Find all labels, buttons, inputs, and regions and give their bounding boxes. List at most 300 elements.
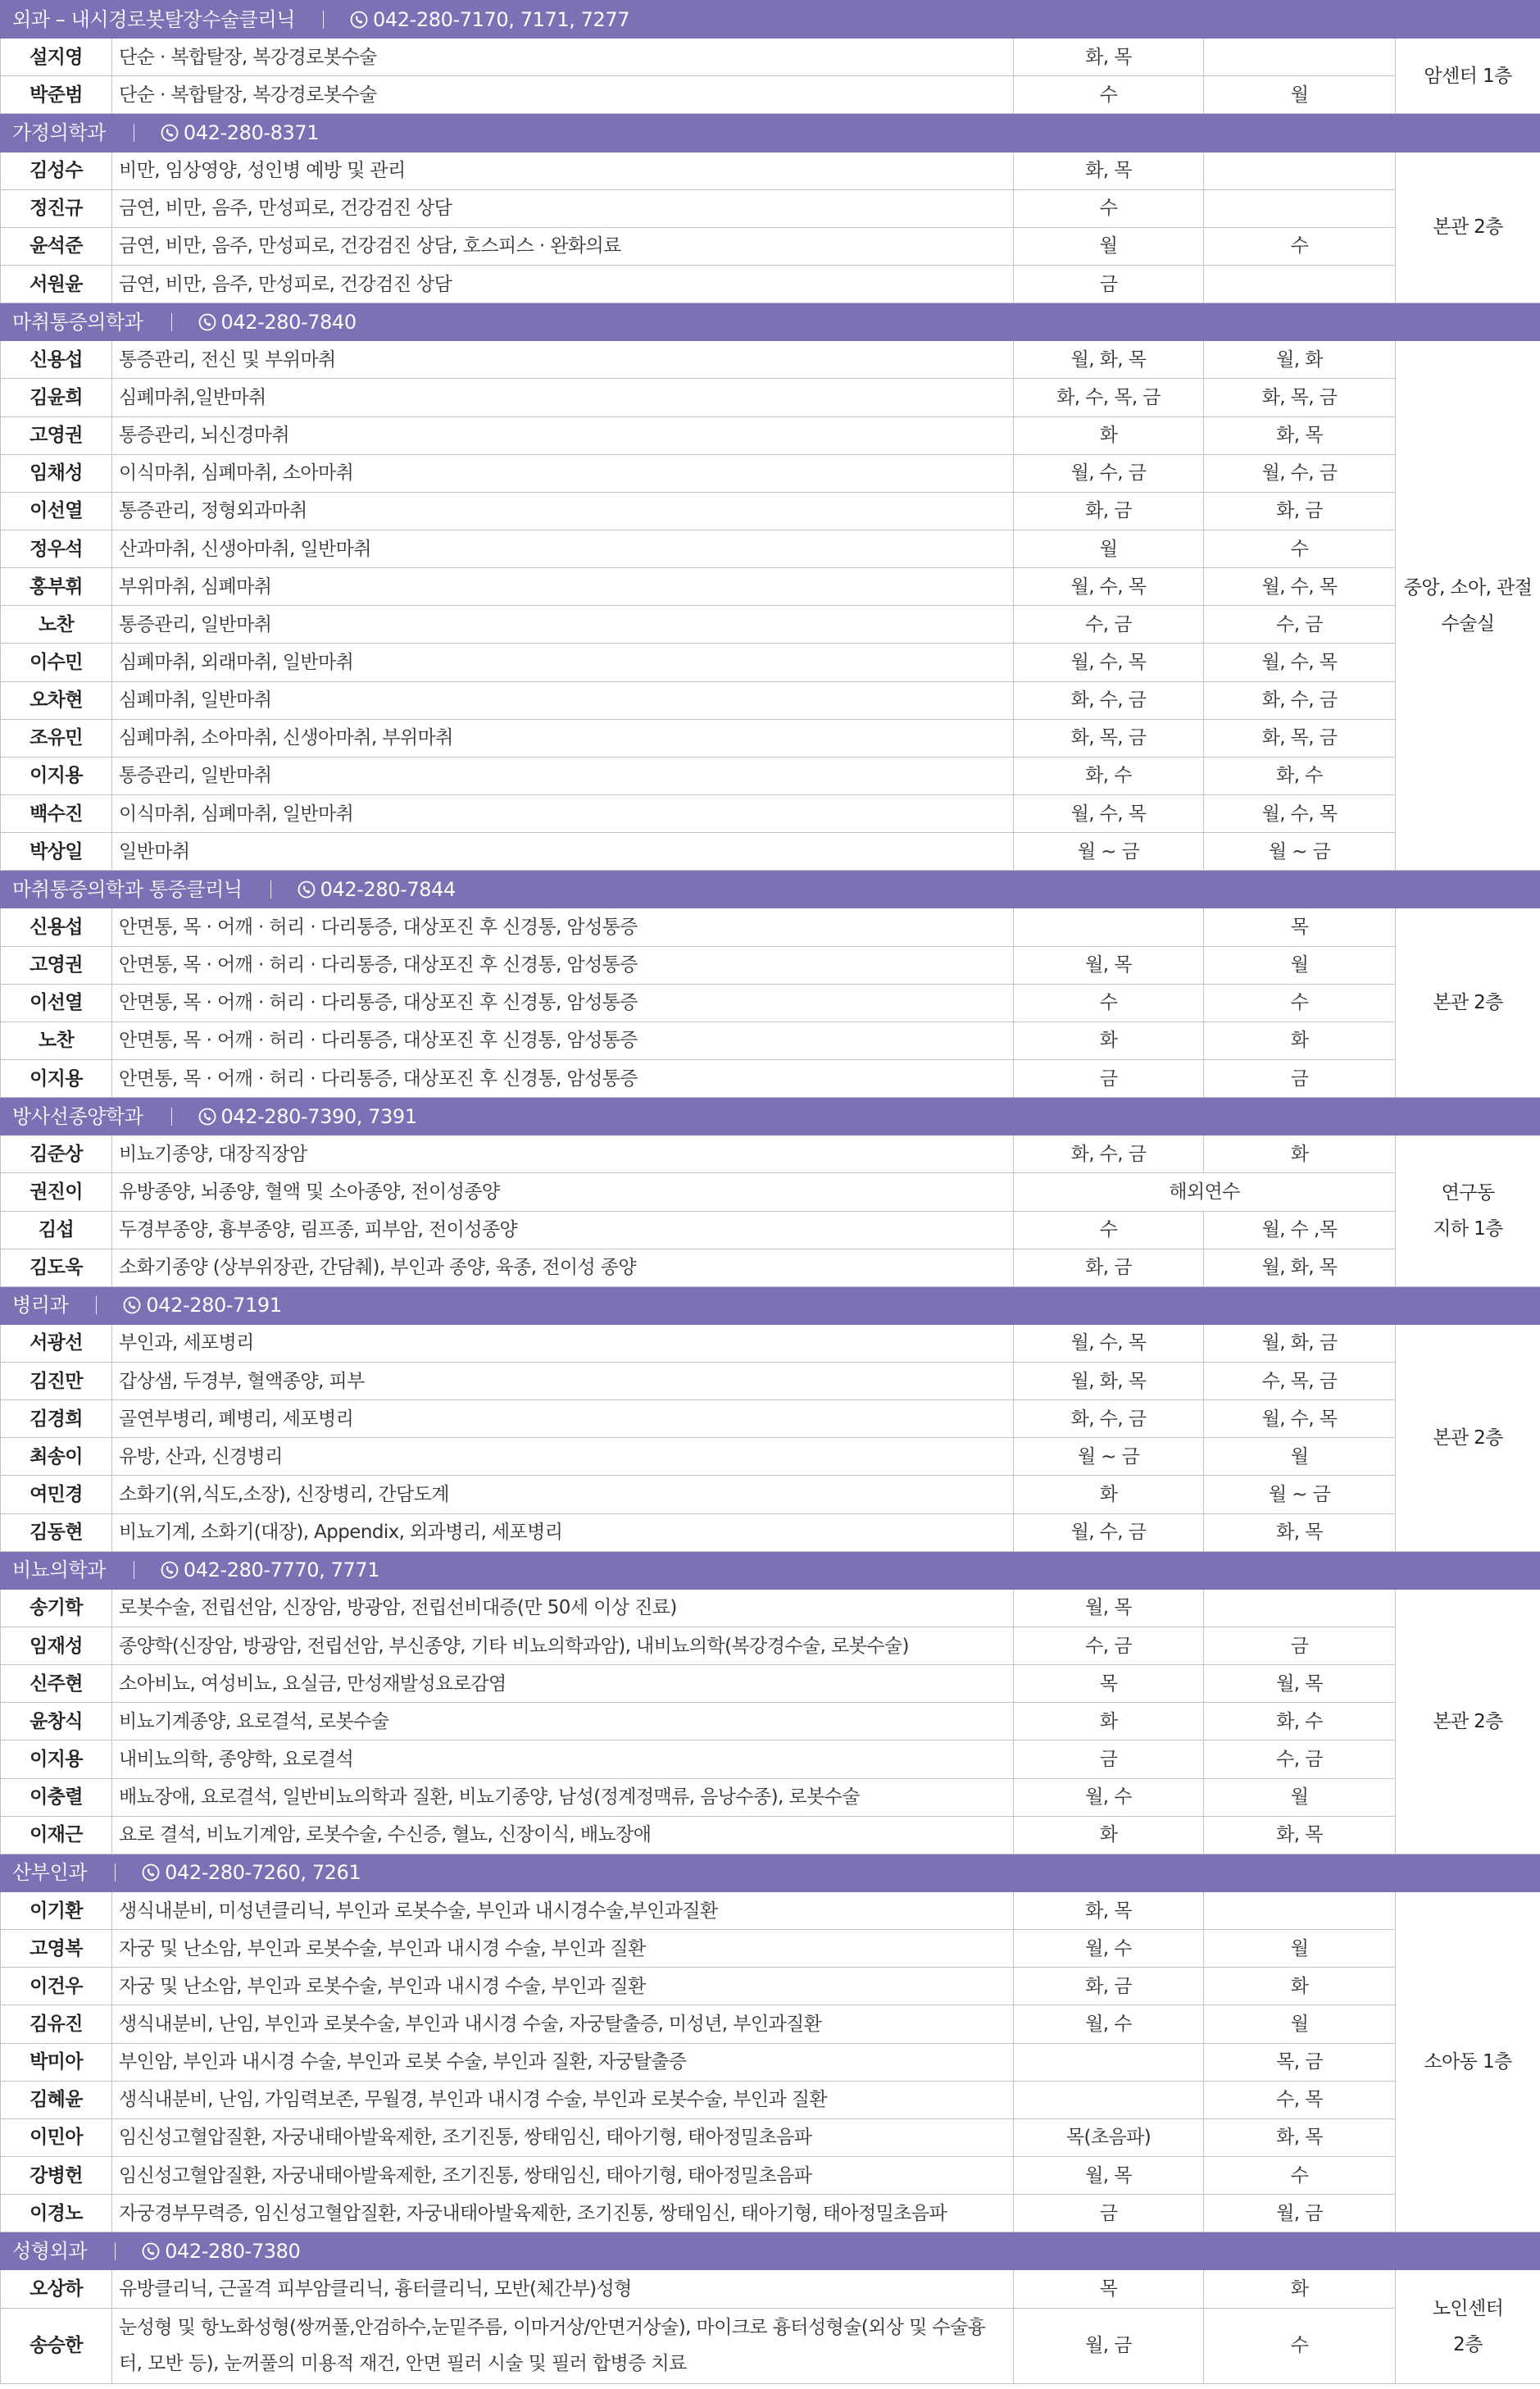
doctor-row (1, 2043, 1540, 2081)
specialty-text: 골연부병리, 폐병리, 세포병리 (119, 1408, 354, 1430)
section-header-row (1, 871, 1540, 908)
specialty-text: 두경부종양, 흉부종양, 림프종, 피부암, 전이성종양 (119, 1219, 518, 1241)
doctor-name: 백수진 (1, 794, 112, 832)
clinic-days-2: 화, 목, 금 (1204, 379, 1396, 416)
doctor-row (1, 1438, 1540, 1476)
doctor-specialty (112, 1363, 1014, 1400)
doctor-row (1, 606, 1540, 644)
clinic-days-1: 화 (1014, 416, 1204, 454)
specialty-text: 생식내분비, 난임, 부인과 로봇수술, 부인과 내시경 수술, 자궁탈출증, 미성년, 부인과질환 (119, 2014, 822, 2036)
doctor-row (1, 1892, 1540, 1930)
doctor-specialty (112, 1324, 1014, 1362)
header-divider (115, 1863, 116, 1882)
specialty-text: 단순 · 복합탈장, 복강경로봇수술 (119, 46, 377, 68)
doctor-row (1, 2308, 1540, 2383)
doctor-specialty (112, 757, 1014, 794)
doctor-specialty (112, 794, 1014, 832)
specialty-text: 소아비뇨, 여성비뇨, 요실금, 만성재발성요로감염 (119, 1672, 507, 1695)
clinic-days-1: 월 (1014, 227, 1204, 265)
phone-icon (350, 11, 368, 29)
doctor-specialty (112, 1665, 1014, 1703)
section-header (1, 1854, 1540, 1891)
phone-icon (198, 1108, 216, 1126)
doctor-specialty (112, 1741, 1014, 1778)
section-header-row (1, 1098, 1540, 1135)
doctor-specialty (112, 1930, 1014, 1968)
section-header-row (1, 2232, 1540, 2270)
specialty-text: 심폐마취, 외래마취, 일반마취 (119, 651, 354, 673)
doctor-name: 서광선 (1, 1324, 112, 1362)
doctor-specialty (112, 189, 1014, 227)
clinic-days-1: 화, 목, 금 (1014, 719, 1204, 757)
clinic-days-2: 월 (1204, 1438, 1396, 1476)
doctor-name: 오차현 (1, 681, 112, 719)
doctor-row (1, 1400, 1540, 1438)
doctor-name: 이선열 (1, 492, 112, 530)
doctor-row (1, 2081, 1540, 2118)
doctor-specialty (112, 2308, 1014, 2383)
clinic-days-2: 화, 목 (1204, 1513, 1396, 1551)
doctor-name: 김유진 (1, 2005, 112, 2043)
clinic-days-2: 수 (1204, 984, 1396, 1022)
clinic-days-2: 월, 수, 목 (1204, 794, 1396, 832)
section-header-row (1, 1551, 1540, 1589)
clinic-days-1: 금 (1014, 1741, 1204, 1778)
clinic-days-1: 월, 수, 목 (1014, 1324, 1204, 1362)
doctor-specialty (112, 1476, 1014, 1513)
doctor-row (1, 1930, 1540, 1968)
clinic-days-1: 월, 금 (1014, 2308, 1204, 2383)
doctor-row (1, 416, 1540, 454)
phone-number: 042-280-7260, 7261 (165, 1861, 361, 1885)
doctor-name: 이민아 (1, 2118, 112, 2156)
specialty-text: 부위마취, 심폐마취 (119, 576, 272, 598)
specialty-text: 산과마취, 신생아마취, 일반마취 (119, 538, 371, 560)
doctor-row (1, 152, 1540, 189)
section-header (1, 303, 1540, 341)
doctor-name: 최송이 (1, 1438, 112, 1476)
clinic-days-merged: 해외연수 (1014, 1173, 1396, 1211)
section-header-content (12, 2233, 1540, 2269)
specialty-text: 안면통, 목 · 어깨 · 허리 · 다리통증, 대상포진 후 신경통, 암성통증 (119, 916, 638, 938)
doctor-name: 고영권 (1, 416, 112, 454)
specialty-text: 통증관리, 일반마취 (119, 613, 272, 635)
doctor-specialty (112, 2195, 1014, 2232)
phone-number: 042-280-7390, 7391 (220, 1104, 417, 1128)
specialty-text: 심폐마취, 소아마취, 신생아마취, 부위마취 (119, 727, 453, 749)
location-cell: 본관 2층 (1396, 1324, 1540, 1551)
specialty-text: 안면통, 목 · 어깨 · 허리 · 다리통증, 대상포진 후 신경통, 암성통증 (119, 1067, 638, 1090)
clinic-days-2: 월 ~ 금 (1204, 833, 1396, 871)
specialty-text: 금연, 비만, 음주, 만성피로, 건강검진 상담, 호스피스 · 완화의료 (119, 235, 621, 257)
specialty-text: 배뇨장애, 요로결석, 일반비뇨의학과 질환, 비뇨기종양, 남성(정계정맥류, 음낭수종), 로봇수술 (119, 1786, 860, 1809)
department-title: 외과 – 내시경로봇탈장수술클리닉 (12, 7, 296, 31)
doctor-row (1, 568, 1540, 606)
doctor-row (1, 1135, 1540, 1173)
clinic-days-1: 화, 수, 금 (1014, 681, 1204, 719)
specialty-text: 유방, 산과, 신경병리 (119, 1445, 283, 1468)
doctor-name: 김경희 (1, 1400, 112, 1438)
clinic-days-1: 월, 수 (1014, 2005, 1204, 2043)
phone-icon (198, 313, 216, 331)
specialty-text: 갑상샘, 두경부, 혈액종양, 피부 (119, 1370, 365, 1392)
clinic-days-1: 수 (1014, 984, 1204, 1022)
doctor-specialty (112, 833, 1014, 871)
doctor-row (1, 1476, 1540, 1513)
specialty-text: 일반마취 (119, 840, 190, 862)
specialty-text: 심폐마취, 일반마취 (119, 689, 272, 712)
specialty-text: 비만, 임상영양, 성인병 예방 및 관리 (119, 160, 406, 182)
doctor-name: 박상일 (1, 833, 112, 871)
clinic-days-1: 수, 금 (1014, 1627, 1204, 1665)
doctor-specialty (112, 1589, 1014, 1627)
doctor-row (1, 1173, 1540, 1211)
doctor-specialty (112, 1135, 1014, 1173)
clinic-days-1: 화, 수 (1014, 757, 1204, 794)
specialty-text: 생식내분비, 미성년클리닉, 부인과 로봇수술, 부인과 내시경수술,부인과질환 (119, 1900, 718, 1922)
section-header (1, 1, 1540, 39)
doctor-name: 강병헌 (1, 2157, 112, 2195)
specialty-text: 소화기종양 (상부위장관, 간담췌), 부인과 종양, 육종, 전이성 종양 (119, 1257, 637, 1279)
doctor-name: 김동현 (1, 1513, 112, 1551)
doctor-row (1, 227, 1540, 265)
doctor-name: 이지용 (1, 757, 112, 794)
doctor-row (1, 1059, 1540, 1097)
section-header-content (12, 304, 1540, 340)
doctor-specialty (112, 1059, 1014, 1097)
section-header (1, 871, 1540, 908)
doctor-name: 고영복 (1, 1930, 112, 1968)
clinic-days-1: 월, 수, 목 (1014, 568, 1204, 606)
doctor-name: 홍부휘 (1, 568, 112, 606)
clinic-days-1: 화, 금 (1014, 1249, 1204, 1286)
doctor-row (1, 1022, 1540, 1059)
section-header-row (1, 1854, 1540, 1891)
clinic-days-2: 화, 금 (1204, 492, 1396, 530)
clinic-days-1: 월, 화, 목 (1014, 341, 1204, 379)
doctor-specialty (112, 39, 1014, 76)
phone-icon (142, 1863, 160, 1882)
clinic-days-2: 월, 금 (1204, 2195, 1396, 2232)
doctor-row (1, 1589, 1540, 1627)
doctor-name: 노찬 (1, 1022, 112, 1059)
specialty-text: 임신성고혈압질환, 자궁내태아발육제한, 조기진통, 쌍태임신, 태아기형, 태아정밀초음파 (119, 2164, 812, 2187)
doctor-row (1, 794, 1540, 832)
clinic-days-1: 수, 금 (1014, 606, 1204, 644)
doctor-specialty (112, 1627, 1014, 1665)
doctor-name: 윤창식 (1, 1703, 112, 1741)
doctor-name: 박미아 (1, 2043, 112, 2081)
doctor-specialty (112, 454, 1014, 492)
doctor-specialty (112, 76, 1014, 114)
clinic-days-1: 화, 목 (1014, 39, 1204, 76)
specialty-text: 유방종양, 뇌종양, 혈액 및 소아종양, 전이성종양 (119, 1181, 500, 1203)
doctor-specialty (112, 2005, 1014, 2043)
clinic-days-2 (1204, 152, 1396, 189)
clinic-days-1: 월, 수, 금 (1014, 454, 1204, 492)
doctor-specialty (112, 1513, 1014, 1551)
location-cell: 노인센터 2층 (1396, 2270, 1540, 2383)
header-divider (323, 11, 324, 29)
phone-number: 042-280-7170, 7171, 7277 (373, 7, 630, 31)
phone-icon (161, 1561, 179, 1579)
doctor-row (1, 379, 1540, 416)
location-cell: 중앙, 소아, 관절 수술실 (1396, 341, 1540, 871)
clinic-days-1: 화 (1014, 1476, 1204, 1513)
doctor-name: 이재근 (1, 1816, 112, 1854)
location-cell: 본관 2층 (1396, 152, 1540, 303)
specialty-text: 심폐마취,일반마취 (119, 386, 266, 408)
clinic-days-1: 월, 목 (1014, 946, 1204, 984)
doctor-row (1, 984, 1540, 1022)
clinic-days-2: 화, 수 (1204, 1703, 1396, 1741)
specialty-text: 비뇨기계, 소화기(대장), Appendix, 외과병리, 세포병리 (119, 1522, 563, 1544)
doctor-name: 이지용 (1, 1059, 112, 1097)
doctor-row (1, 1816, 1540, 1854)
phone-number: 042-280-7840 (220, 310, 357, 334)
clinic-days-1: 월 ~ 금 (1014, 1438, 1204, 1476)
clinic-days-2: 월 (1204, 946, 1396, 984)
specialty-text: 단순 · 복합탈장, 복강경로봇수술 (119, 84, 377, 106)
header-divider (270, 881, 271, 899)
clinic-days-1: 월, 화, 목 (1014, 1363, 1204, 1400)
doctor-name: 이선열 (1, 984, 112, 1022)
header-divider (171, 313, 172, 331)
doctor-specialty (112, 719, 1014, 757)
location-cell: 소아동 1층 (1396, 1892, 1540, 2232)
specialty-text: 통증관리, 일반마취 (119, 765, 272, 787)
specialty-text: 내비뇨의학, 종양학, 요로결석 (119, 1749, 354, 1771)
clinic-days-1: 수 (1014, 1211, 1204, 1249)
clinic-days-2: 월, 화 (1204, 341, 1396, 379)
doctor-specialty (112, 265, 1014, 303)
doctor-name: 김혜윤 (1, 2081, 112, 2118)
clinic-days-1: 월, 수, 목 (1014, 644, 1204, 681)
clinic-days-1: 화 (1014, 1816, 1204, 1854)
clinic-days-1: 화, 목 (1014, 1892, 1204, 1930)
doctor-name: 김도욱 (1, 1249, 112, 1286)
doctor-name: 김성수 (1, 152, 112, 189)
doctor-specialty (112, 984, 1014, 1022)
clinic-days-2: 월, 수, 금 (1204, 454, 1396, 492)
phone-number: 042-280-7844 (320, 877, 456, 901)
specialty-text: 안면통, 목 · 어깨 · 허리 · 다리통증, 대상포진 후 신경통, 암성통증 (119, 954, 638, 976)
doctor-row (1, 1665, 1540, 1703)
clinic-days-2: 수 (1204, 530, 1396, 567)
clinic-days-1: 화, 목 (1014, 152, 1204, 189)
phone-icon (123, 1296, 141, 1314)
section-header (1, 1286, 1540, 1324)
doctor-specialty (112, 1968, 1014, 2005)
specialty-text: 임신성고혈압질환, 자궁내태아발육제한, 조기진통, 쌍태임신, 태아기형, 태아정밀초음파 (119, 2127, 812, 2149)
clinic-days-1: 화 (1014, 1703, 1204, 1741)
specialty-text: 생식내분비, 난임, 가임력보존, 무월경, 부인과 내시경 수술, 부인과 로봇수술, 부인과 질환 (119, 2089, 828, 2111)
header-divider (171, 1108, 172, 1126)
doctor-name: 송승한 (1, 2308, 112, 2383)
department-title: 비뇨의학과 (12, 1559, 106, 1582)
doctor-specialty (112, 606, 1014, 644)
doctor-name: 고영권 (1, 946, 112, 984)
schedule-body (1, 1, 1540, 2384)
doctor-name: 박준범 (1, 76, 112, 114)
clinic-days-1: 화, 수, 목, 금 (1014, 379, 1204, 416)
clinic-days-2: 수, 금 (1204, 1741, 1396, 1778)
doctor-row (1, 1741, 1540, 1778)
section-header-row (1, 303, 1540, 341)
doctor-specialty (112, 568, 1014, 606)
doctor-row (1, 530, 1540, 567)
clinic-days-2: 수, 금 (1204, 606, 1396, 644)
doctor-name: 권진이 (1, 1173, 112, 1211)
specialty-text: 자궁 및 난소암, 부인과 로봇수술, 부인과 내시경 수술, 부인과 질환 (119, 1937, 646, 1959)
clinic-days-2 (1204, 189, 1396, 227)
specialty-text: 종양학(신장암, 방광암, 전립선암, 부신종양, 기타 비뇨의학과암), 내비뇨의학(복강경수술, 로봇수술) (119, 1635, 909, 1657)
doctor-name: 이건우 (1, 1968, 112, 2005)
specialty-text: 부인암, 부인과 내시경 수술, 부인과 로봇 수술, 부인과 질환, 자궁탈출증 (119, 2051, 687, 2073)
clinic-days-2: 월 ~ 금 (1204, 1476, 1396, 1513)
clinic-days-2: 화, 수 (1204, 757, 1396, 794)
doctor-specialty (112, 2270, 1014, 2308)
specialty-text: 통증관리, 전신 및 부위마취 (119, 348, 336, 371)
specialty-text: 로봇수술, 전립선암, 신장암, 방광암, 전립선비대증(만 50세 이상 진료) (119, 1597, 677, 1619)
specialty-text: 부인과, 세포병리 (119, 1332, 254, 1354)
doctor-specialty (112, 2081, 1014, 2118)
clinic-days-1: 금 (1014, 1059, 1204, 1097)
doctor-name: 김섭 (1, 1211, 112, 1249)
clinic-days-2: 화 (1204, 1022, 1396, 1059)
doctor-specialty (112, 152, 1014, 189)
clinic-days-2 (1204, 1892, 1396, 1930)
specialty-text: 자궁경부무력증, 임신성고혈압질환, 자궁내태아발육제한, 조기진통, 쌍태임신, 태아기형, 태아정밀초음파 (119, 2202, 947, 2224)
clinic-days-2: 월 (1204, 76, 1396, 114)
phone-number: 042-280-8371 (183, 121, 320, 144)
clinic-days-2: 월 (1204, 1930, 1396, 1968)
phone-icon (161, 124, 179, 142)
clinic-days-1: 월, 수, 목 (1014, 794, 1204, 832)
clinic-days-1: 월, 목 (1014, 2157, 1204, 2195)
doctor-row (1, 1249, 1540, 1286)
clinic-days-2: 화 (1204, 2270, 1396, 2308)
doctor-row (1, 189, 1540, 227)
clinic-days-2: 수, 목, 금 (1204, 1363, 1396, 1400)
clinic-days-2: 수 (1204, 2308, 1396, 2383)
doctor-specialty (112, 908, 1014, 946)
clinic-days-2: 월 (1204, 1778, 1396, 1816)
section-header-row (1, 1, 1540, 39)
clinic-days-2: 화, 목 (1204, 416, 1396, 454)
clinic-days-2: 수 (1204, 2157, 1396, 2195)
clinic-days-2: 월, 목 (1204, 1665, 1396, 1703)
clinic-days-2: 월, 화, 목 (1204, 1249, 1396, 1286)
clinic-days-2: 화, 목, 금 (1204, 719, 1396, 757)
doctor-specialty (112, 1438, 1014, 1476)
doctor-specialty (112, 492, 1014, 530)
section-header-content (12, 115, 1540, 151)
doctor-row (1, 1627, 1540, 1665)
department-title: 산부인과 (12, 1861, 88, 1885)
department-title: 가정의학과 (12, 121, 106, 144)
doctor-row (1, 757, 1540, 794)
doctor-name: 이충렬 (1, 1778, 112, 1816)
doctor-name: 이경노 (1, 2195, 112, 2232)
doctor-name: 서원윤 (1, 265, 112, 303)
doctor-specialty (112, 1892, 1014, 1930)
doctor-specialty (112, 1400, 1014, 1438)
doctor-name: 신주현 (1, 1665, 112, 1703)
doctor-row (1, 1363, 1540, 1400)
doctor-specialty (112, 227, 1014, 265)
doctor-row (1, 76, 1540, 114)
clinic-days-1: 목 (1014, 1665, 1204, 1703)
location-cell: 본관 2층 (1396, 908, 1540, 1098)
clinic-days-2: 금 (1204, 1059, 1396, 1097)
doctor-name: 이수민 (1, 644, 112, 681)
clinic-days-1: 화 (1014, 1022, 1204, 1059)
doctor-row (1, 492, 1540, 530)
doctor-specialty (112, 1022, 1014, 1059)
department-title: 마취통증의학과 (12, 310, 143, 334)
clinic-days-2: 월, 화, 금 (1204, 1324, 1396, 1362)
clinic-days-1: 화, 수, 금 (1014, 1400, 1204, 1438)
section-header-row (1, 114, 1540, 152)
doctor-row (1, 2157, 1540, 2195)
specialty-text: 통증관리, 뇌신경마취 (119, 425, 289, 447)
specialty-text: 요로 결석, 비뇨기계암, 로봇수술, 수신증, 혈뇨, 신장이식, 배뇨장애 (119, 1824, 652, 1846)
doctor-row (1, 2005, 1540, 2043)
clinic-days-2: 화, 목 (1204, 1816, 1396, 1854)
specialty-text: 통증관리, 정형외과마취 (119, 500, 307, 522)
section-header (1, 114, 1540, 152)
location-cell: 연구동 지하 1층 (1396, 1135, 1540, 1287)
section-header-content (12, 1099, 1540, 1135)
clinic-days-1: 월 (1014, 530, 1204, 567)
clinic-days-2: 금 (1204, 1627, 1396, 1665)
specialty-text: 이식마취, 심폐마취, 일반마취 (119, 803, 354, 825)
phone-icon (142, 2242, 160, 2260)
clinic-days-1 (1014, 2081, 1204, 2118)
clinic-days-1: 금 (1014, 2195, 1204, 2232)
clinic-days-1 (1014, 2043, 1204, 2081)
doctor-specialty (112, 946, 1014, 984)
doctor-specialty (112, 681, 1014, 719)
doctor-row (1, 265, 1540, 303)
doctor-row (1, 1324, 1540, 1362)
section-header (1, 1551, 1540, 1589)
doctor-row (1, 454, 1540, 492)
location-cell: 본관 2층 (1396, 1589, 1540, 1854)
clinic-days-2: 월, 수, 목 (1204, 644, 1396, 681)
doctor-specialty (112, 1778, 1014, 1816)
doctor-name: 여민경 (1, 1476, 112, 1513)
clinic-days-2: 월, 수, 목 (1204, 568, 1396, 606)
clinic-days-1: 수 (1014, 189, 1204, 227)
section-header-content (12, 1854, 1540, 1891)
clinic-days-2: 화 (1204, 1968, 1396, 2005)
doctor-specialty (112, 1816, 1014, 1854)
specialty-text: 소화기(위,식도,소장), 신장병리, 간담도계 (119, 1484, 449, 1506)
doctor-name: 조유민 (1, 719, 112, 757)
doctor-row (1, 1513, 1540, 1551)
doctor-name: 설지영 (1, 39, 112, 76)
clinic-days-1: 월, 수, 금 (1014, 1513, 1204, 1551)
doctor-specialty (112, 1703, 1014, 1741)
doctor-specialty (112, 1211, 1014, 1249)
doctor-row (1, 1703, 1540, 1741)
doctor-specialty (112, 1249, 1014, 1286)
clinic-days-2: 수 (1204, 227, 1396, 265)
clinic-days-1: 화, 금 (1014, 1968, 1204, 2005)
specialty-text: 비뇨기종양, 대장직장암 (119, 1143, 307, 1165)
